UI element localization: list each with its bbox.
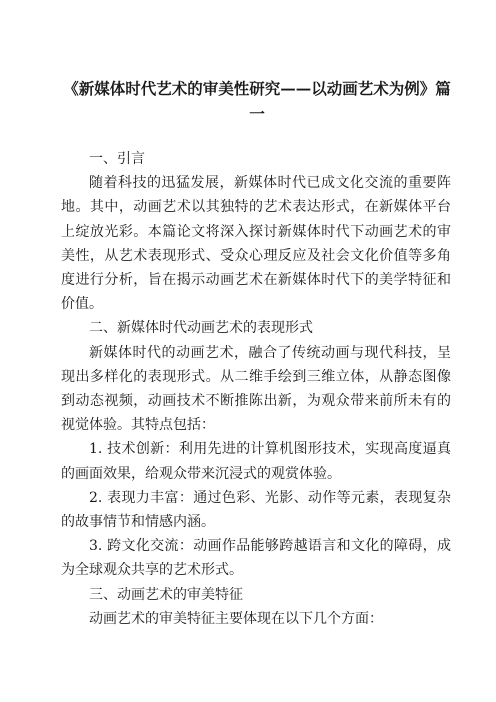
paragraph-introduction: 随着科技的迅猛发展，新媒体时代已成文化交流的重要阵地。其中，动画艺术以其独特的艺术表达形式，在新媒体平台上绽放光彩。本篇论文将深入探讨新媒体时代下动画艺术的审美性，从艺术表现形式、受众心理反应及社会文化价值等多角度进行分析，旨在揭示动画艺术在新媒体时代下的美学特征和价值。 [61,175,451,313]
paragraph-aesthetic-features: 动画艺术的审美特征主要体现在以下几个方面： [89,610,383,627]
list-item-cross-cultural-exchange: 3. 跨文化交流：动画作品能够跨越语言和文化的障碍，成为全球观众共享的艺术形式。 [61,538,451,579]
document-title: 《新媒体时代艺术的审美性研究——以动画艺术为例》篇一 [63,79,451,123]
section-heading-expression-forms: 二、新媒体时代动画艺术的表现形式 [89,320,313,337]
section-heading-introduction: 一、引言 [89,151,145,167]
list-item-technical-innovation: 1. 技术创新：利用先进的计算机图形技术，实现高度逼真的画面效果，给观众带来沉浸式的观赏体验。 [61,441,451,482]
list-item-rich-expressiveness: 2. 表现力丰富：通过色彩、光影、动作等元素，表现复杂的故事情节和情感内涵。 [61,489,451,531]
paragraph-expression-forms: 新媒体时代的动画艺术，融合了传统动画与现代科技，呈现出多样化的表现形式。从二维手绘到三维立体，从静态图像到动态视频，动画技术不断推陈出新，为观众带来前所未有的视觉体验。其特点包括： [61,344,451,434]
document-body [61,147,451,631]
section-heading-aesthetic-features: 三、动画艺术的审美特征 [89,586,243,603]
